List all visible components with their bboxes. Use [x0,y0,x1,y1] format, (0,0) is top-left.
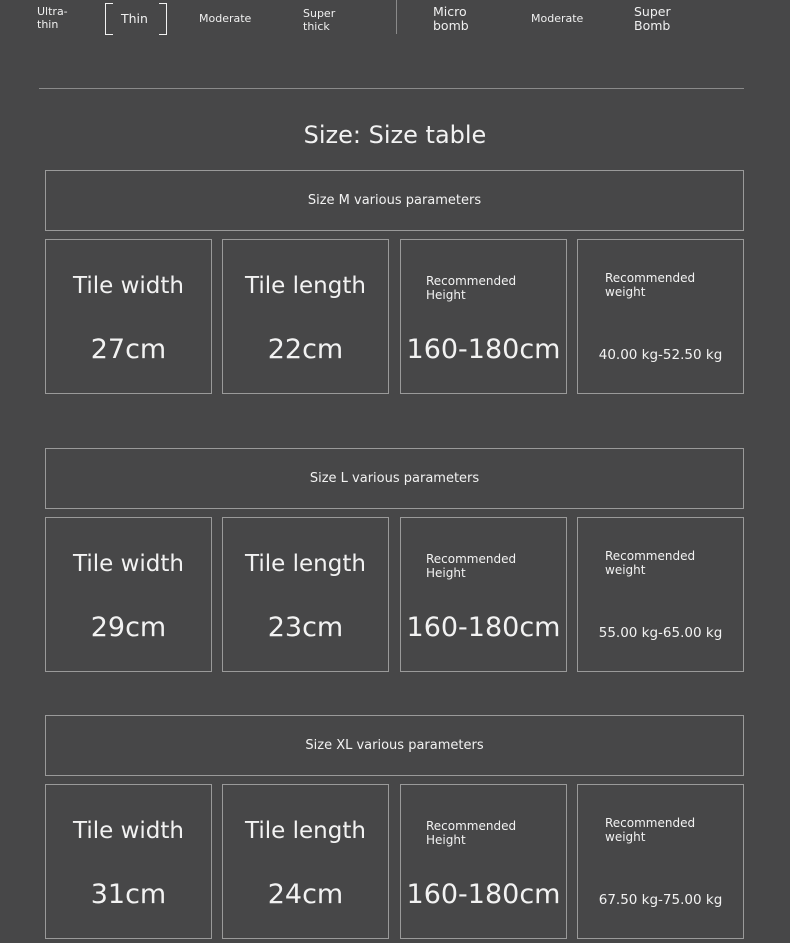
tile-width-label: Tile width [73,818,184,844]
size-m-tile-width-cell [45,239,212,394]
selected-bracket-right [159,3,167,35]
recommended-weight-label: Recommended weight [605,271,696,299]
recommended-height-label: Recommended Height [426,819,517,847]
size-l-height-cell [400,517,567,672]
tile-length-value: 24cm [267,879,344,910]
recommended-weight-value: 67.50 kg-75.00 kg [598,892,723,908]
tile-length-label: Tile length [245,818,366,844]
tile-width-value: 31cm [90,879,167,910]
size-l-tile-width-cell [45,517,212,672]
tile-length-value: 23cm [267,612,344,643]
size-xl-header: Size XL various parameters [45,715,744,776]
recommended-height-value: 160-180cm [406,612,561,643]
divider [39,88,744,89]
size-m-height-cell [400,239,567,394]
recommended-height-value: 160-180cm [406,879,561,910]
recommended-weight-value: 55.00 kg-65.00 kg [598,625,723,641]
selected-bracket-left [105,3,113,35]
size-xl-tile-length-cell [222,784,389,939]
size-l-tile-length-cell [222,517,389,672]
recommended-height-value: 160-180cm [406,334,561,365]
recommended-weight-label: Recommended weight [605,549,696,577]
option-group-divider [396,0,397,34]
recommended-weight-label: Recommended weight [605,816,696,844]
size-l-header: Size L various parameters [45,448,744,509]
size-m-tile-length-cell [222,239,389,394]
option-moderate[interactable]: Moderate [199,12,252,25]
size-xl-height-cell [400,784,567,939]
tile-length-value: 22cm [267,334,344,365]
size-l-weight-cell [577,517,744,672]
tile-length-label: Tile length [245,273,366,299]
option-thin[interactable]: Thin [121,11,148,26]
recommended-height-label: Recommended Height [426,274,517,302]
tile-width-label: Tile width [73,551,184,577]
tile-width-value: 27cm [90,334,167,365]
recommended-weight-value: 40.00 kg-52.50 kg [598,347,723,363]
tile-width-label: Tile width [73,273,184,299]
option-micro-bomb[interactable]: Micro bomb [433,4,469,33]
size-m-weight-cell [577,239,744,394]
page-title: Size: Size table [303,121,487,149]
recommended-height-label: Recommended Height [426,552,517,580]
option-super-bomb[interactable]: Super Bomb [634,4,671,33]
tile-length-label: Tile length [245,551,366,577]
option-ultra-thin[interactable]: Ultra- thin [37,5,68,31]
size-xl-weight-cell [577,784,744,939]
size-xl-tile-width-cell [45,784,212,939]
tile-width-value: 29cm [90,612,167,643]
option-moderate-bomb[interactable]: Moderate [531,12,584,25]
option-super-thick[interactable]: Super thick [303,7,336,33]
size-m-header: Size M various parameters [45,170,744,231]
